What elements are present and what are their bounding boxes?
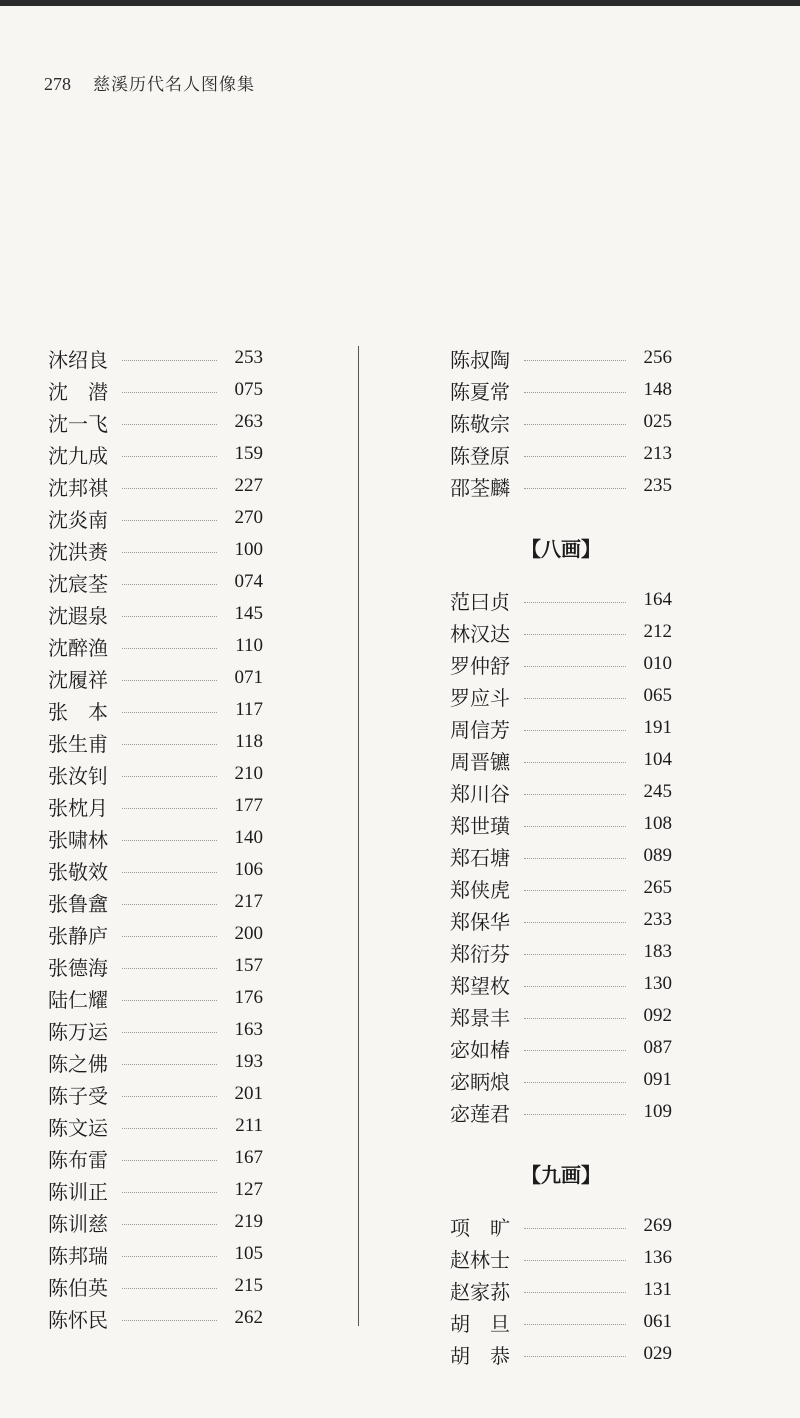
entry-page-number: 118: [235, 731, 263, 752]
entry-page-number: 176: [234, 987, 263, 1008]
entry-page-number: 087: [643, 1037, 672, 1058]
entry-name: 罗应斗: [450, 685, 510, 710]
dotted-leader: [122, 1160, 217, 1161]
entry-page-number: 065: [643, 685, 672, 706]
entry-page-number: 025: [643, 411, 672, 432]
index-entry: [48, 950, 263, 982]
entry-name: 陈文运: [48, 1115, 108, 1140]
index-column-left: [48, 342, 263, 1334]
entry-page-number: 212: [643, 621, 672, 642]
dotted-leader: [524, 1018, 626, 1019]
index-entry: [48, 406, 263, 438]
entry-page-number: 213: [643, 443, 672, 464]
index-entry: [450, 1000, 672, 1032]
entry-name: 宓如椿: [450, 1037, 510, 1062]
dotted-leader: [122, 808, 217, 809]
dotted-leader: [122, 1000, 217, 1001]
dotted-leader: [524, 602, 626, 603]
index-entry: [48, 438, 263, 470]
entry-name: 郑景丰: [450, 1005, 510, 1030]
entry-page-number: 227: [234, 475, 263, 496]
dotted-leader: [122, 712, 217, 713]
index-entry: [48, 1206, 263, 1238]
entry-name: 林汉达: [450, 621, 510, 646]
entry-name: 张德海: [48, 955, 108, 980]
entry-name: 张鲁盦: [48, 891, 108, 916]
entry-name: 胡 旦: [450, 1311, 510, 1336]
entry-name: 宓莲君: [450, 1101, 510, 1126]
dotted-leader: [122, 744, 217, 745]
dotted-leader: [122, 1256, 217, 1257]
entry-name: 陈训慈: [48, 1211, 108, 1236]
index-entry: [450, 648, 672, 680]
dotted-leader: [122, 1320, 217, 1321]
index-entry: [48, 982, 263, 1014]
entry-page-number: 177: [234, 795, 263, 816]
index-entry: [450, 1064, 672, 1096]
entry-name: 宓眪烺: [450, 1069, 510, 1094]
dotted-leader: [122, 456, 217, 457]
dotted-leader: [122, 968, 217, 969]
book-title: 慈溪历代名人图像集: [93, 75, 255, 95]
entry-name: 邵荃麟: [450, 475, 510, 500]
entry-page-number: 109: [643, 1101, 672, 1122]
entry-name: 张 本: [48, 699, 108, 724]
entry-page-number: 091: [643, 1069, 672, 1090]
index-entry: [48, 1046, 263, 1078]
entry-page-number: 145: [234, 603, 263, 624]
index-entry: [450, 1210, 672, 1242]
entry-name: 项 旷: [450, 1215, 510, 1240]
column-divider: [358, 346, 359, 1326]
entry-page-number: 140: [234, 827, 263, 848]
entry-name: 陈敬宗: [450, 411, 510, 436]
entry-name: 沈宸荃: [48, 571, 108, 596]
dotted-leader: [524, 456, 626, 457]
index-entry: [48, 790, 263, 822]
entry-page-number: 210: [234, 763, 263, 784]
entry-name: 郑衍芬: [450, 941, 510, 966]
index-entry: [450, 680, 672, 712]
entry-name: 陈夏常: [450, 379, 510, 404]
dotted-leader: [122, 1192, 217, 1193]
index-entry: [450, 840, 672, 872]
dotted-leader: [524, 730, 626, 731]
dotted-leader: [524, 1260, 626, 1261]
entry-page-number: 193: [234, 1051, 263, 1072]
entry-name: 张生甫: [48, 731, 108, 756]
dotted-leader: [122, 360, 217, 361]
index-entry: [450, 1306, 672, 1338]
entry-name: 郑侠虎: [450, 877, 510, 902]
dotted-leader: [122, 776, 217, 777]
entry-name: 陈布雷: [48, 1147, 108, 1172]
dotted-leader: [524, 1082, 626, 1083]
entry-name: 张枕月: [48, 795, 108, 820]
index-entry: [48, 1078, 263, 1110]
index-entry: [48, 886, 263, 918]
entry-page-number: 269: [643, 1215, 672, 1236]
index-entry: [48, 502, 263, 534]
entry-page-number: 089: [643, 845, 672, 866]
dotted-leader: [122, 1288, 217, 1289]
entry-name: 郑望枚: [450, 973, 510, 998]
index-entry: [450, 584, 672, 616]
entry-name: 陈叔陶: [450, 347, 510, 372]
index-entry: [48, 854, 263, 886]
entry-name: 张敬效: [48, 859, 108, 884]
dotted-leader: [524, 858, 626, 859]
entry-page-number: 105: [234, 1243, 263, 1264]
index-entry: [450, 342, 672, 374]
entry-name: 陈之佛: [48, 1051, 108, 1076]
dotted-leader: [122, 488, 217, 489]
entry-page-number: 029: [643, 1343, 672, 1364]
index-entry: [450, 744, 672, 776]
index-entry: [450, 406, 672, 438]
index-entry: [48, 822, 263, 854]
entry-page-number: 106: [234, 859, 263, 880]
dotted-leader: [524, 1114, 626, 1115]
entry-name: 陈训正: [48, 1179, 108, 1204]
dotted-leader: [524, 1324, 626, 1325]
index-group: [450, 342, 672, 502]
index-entry: [450, 1096, 672, 1128]
dotted-leader: [524, 890, 626, 891]
entry-name: 沈炎南: [48, 507, 108, 532]
dotted-leader: [122, 616, 217, 617]
dotted-leader: [524, 986, 626, 987]
entry-name: 沈邦祺: [48, 475, 108, 500]
entry-page-number: 262: [234, 1307, 263, 1328]
section-heading-8-strokes: 【八画】: [521, 536, 601, 561]
index-entry: [48, 694, 263, 726]
entry-page-number: 074: [234, 571, 263, 592]
entry-page-number: 010: [643, 653, 672, 674]
entry-page-number: 219: [234, 1211, 263, 1232]
index-group: [450, 1210, 672, 1370]
page-header: [44, 70, 255, 95]
dotted-leader: [524, 1050, 626, 1051]
index-entry: [450, 712, 672, 744]
entry-name: 范曰贞: [450, 589, 510, 614]
index-entry: [48, 566, 263, 598]
entry-name: 陈万运: [48, 1019, 108, 1044]
index-entry: [450, 808, 672, 840]
entry-page-number: 157: [234, 955, 263, 976]
dotted-leader: [122, 1032, 217, 1033]
dotted-leader: [122, 584, 217, 585]
entry-name: 陈登原: [450, 443, 510, 468]
index-entry: [48, 1142, 263, 1174]
entry-page-number: 217: [234, 891, 263, 912]
index-entry: [450, 1032, 672, 1064]
dotted-leader: [122, 1224, 217, 1225]
dotted-leader: [122, 1096, 217, 1097]
entry-page-number: 233: [643, 909, 672, 930]
index-entry: [48, 1238, 263, 1270]
entry-page-number: 092: [643, 1005, 672, 1026]
index-entry: [450, 1274, 672, 1306]
dotted-leader: [122, 1064, 217, 1065]
dotted-leader: [122, 520, 217, 521]
dotted-leader: [524, 1356, 626, 1357]
dotted-leader: [524, 634, 626, 635]
index-entry: [48, 662, 263, 694]
entry-page-number: 136: [643, 1247, 672, 1268]
index-entry: [48, 726, 263, 758]
entry-name: 沈履祥: [48, 667, 108, 692]
index-entry: [450, 872, 672, 904]
index-entry: [48, 598, 263, 630]
entry-name: 赵家荪: [450, 1279, 510, 1304]
entry-page-number: 104: [643, 749, 672, 770]
entry-name: 陈伯英: [48, 1275, 108, 1300]
entry-page-number: 167: [234, 1147, 263, 1168]
index-entry: [450, 904, 672, 936]
index-entry: [450, 968, 672, 1000]
entry-page-number: 075: [234, 379, 263, 400]
index-entry: [450, 776, 672, 808]
index-entry: [48, 470, 263, 502]
dotted-leader: [524, 954, 626, 955]
index-entry: [450, 616, 672, 648]
entry-page-number: 108: [643, 813, 672, 834]
index-entry: [450, 374, 672, 406]
entry-name: 陈子受: [48, 1083, 108, 1108]
entry-page-number: 117: [235, 699, 263, 720]
entry-page-number: 191: [643, 717, 672, 738]
dotted-leader: [524, 392, 626, 393]
index-column-right: [450, 342, 672, 1370]
entry-page-number: 071: [234, 667, 263, 688]
dotted-leader: [122, 840, 217, 841]
entry-name: 沈遐泉: [48, 603, 108, 628]
entry-page-number: 183: [643, 941, 672, 962]
index-entry: [48, 342, 263, 374]
entry-page-number: 263: [234, 411, 263, 432]
entry-page-number: 148: [643, 379, 672, 400]
entry-page-number: 200: [234, 923, 263, 944]
index-entry: [450, 470, 672, 502]
dotted-leader: [524, 666, 626, 667]
index-entry: [450, 936, 672, 968]
dotted-leader: [122, 552, 217, 553]
entry-name: 郑川谷: [450, 781, 510, 806]
entry-name: 沈一飞: [48, 411, 108, 436]
dotted-leader: [122, 936, 217, 937]
entry-page-number: 256: [643, 347, 672, 368]
dotted-leader: [122, 872, 217, 873]
entry-page-number: 159: [234, 443, 263, 464]
entry-name: 张汝钊: [48, 763, 108, 788]
entry-name: 沈洪赉: [48, 539, 108, 564]
entry-name: 陈怀民: [48, 1307, 108, 1332]
dotted-leader: [122, 648, 217, 649]
dotted-leader: [524, 794, 626, 795]
entry-page-number: 061: [643, 1311, 672, 1332]
dotted-leader: [524, 1292, 626, 1293]
entry-page-number: 164: [643, 589, 672, 610]
entry-page-number: 215: [234, 1275, 263, 1296]
entry-name: 沈醉渔: [48, 635, 108, 660]
entry-page-number: 163: [234, 1019, 263, 1040]
index-entry: [48, 1270, 263, 1302]
dotted-leader: [524, 922, 626, 923]
index-entry: [48, 374, 263, 406]
dotted-leader: [524, 360, 626, 361]
index-entry: [450, 1242, 672, 1274]
dotted-leader: [524, 762, 626, 763]
index-entry: [48, 1110, 263, 1142]
entry-page-number: 211: [235, 1115, 263, 1136]
entry-name: 周信芳: [450, 717, 510, 742]
entry-name: 周晋镳: [450, 749, 510, 774]
entry-name: 郑保华: [450, 909, 510, 934]
entry-name: 陆仁耀: [48, 987, 108, 1012]
entry-page-number: 265: [643, 877, 672, 898]
index-entry: [450, 438, 672, 470]
index-entry: [48, 758, 263, 790]
entry-page-number: 127: [234, 1179, 263, 1200]
dotted-leader: [524, 488, 626, 489]
entry-page-number: 235: [643, 475, 672, 496]
page-number: 278: [44, 74, 71, 94]
entry-page-number: 110: [235, 635, 263, 656]
entry-name: 郑石塘: [450, 845, 510, 870]
dotted-leader: [122, 424, 217, 425]
entry-page-number: 100: [234, 539, 263, 560]
entry-name: 张静庐: [48, 923, 108, 948]
dotted-leader: [122, 1128, 217, 1129]
entry-page-number: 130: [643, 973, 672, 994]
entry-name: 沐绍良: [48, 347, 108, 372]
entry-name: 罗仲舒: [450, 653, 510, 678]
index-entry: [48, 918, 263, 950]
entry-name: 赵林士: [450, 1247, 510, 1272]
entry-name: 张啸林: [48, 827, 108, 852]
entry-name: 郑世璜: [450, 813, 510, 838]
entry-page-number: 270: [234, 507, 263, 528]
entry-name: 沈 潜: [48, 379, 108, 404]
index-entry: [48, 1174, 263, 1206]
index-entry: [48, 1014, 263, 1046]
index-entry: [450, 1338, 672, 1370]
dotted-leader: [524, 1228, 626, 1229]
dotted-leader: [122, 904, 217, 905]
entry-page-number: 131: [643, 1279, 672, 1300]
entry-name: 胡 恭: [450, 1343, 510, 1368]
index-entry: [48, 630, 263, 662]
index-group: [450, 584, 672, 1128]
dotted-leader: [524, 424, 626, 425]
index-entry: [48, 1302, 263, 1334]
dotted-leader: [524, 698, 626, 699]
dotted-leader: [122, 392, 217, 393]
entry-page-number: 201: [234, 1083, 263, 1104]
entry-page-number: 245: [643, 781, 672, 802]
entry-page-number: 253: [234, 347, 263, 368]
entry-name: 陈邦瑞: [48, 1243, 108, 1268]
section-heading-9-strokes: 【九画】: [521, 1162, 601, 1187]
index-entry: [48, 534, 263, 566]
dotted-leader: [122, 680, 217, 681]
dotted-leader: [524, 826, 626, 827]
entry-name: 沈九成: [48, 443, 108, 468]
page-top-edge: [0, 0, 800, 6]
